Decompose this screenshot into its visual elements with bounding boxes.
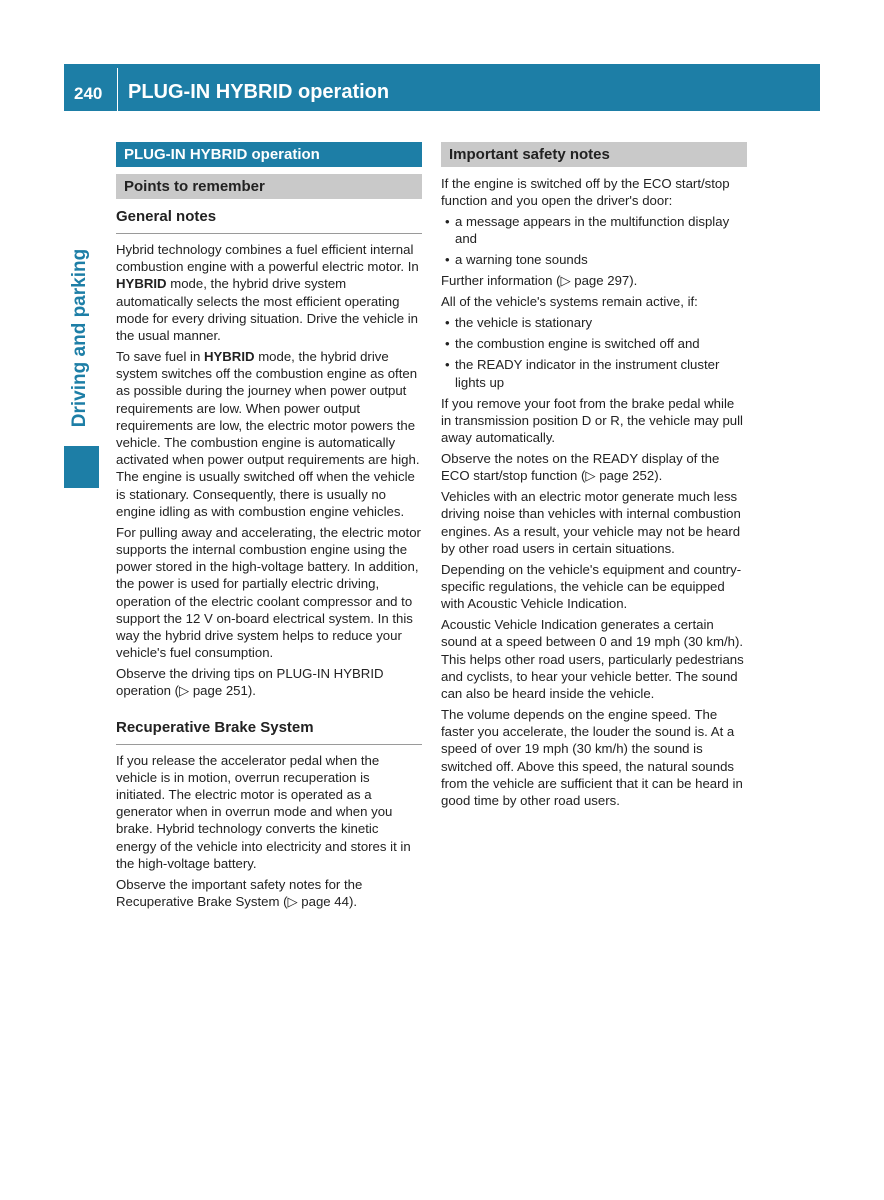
paragraph: For pulling away and accelerating, the electric motor supports the internal combustion engine using the power stored in the high-voltage battery. In addition, the power is used for partially electric driving, operation of the electric coolant compressor and to support the 12 V on-board electrical system. In this way the hybrid drive system helps to reduce your vehicle's fuel consumption.	[116, 524, 421, 661]
header-divider	[117, 68, 118, 111]
section-title: PLUG-IN HYBRID operation	[116, 142, 422, 167]
right-column	[441, 142, 747, 813]
list-item: • the vehicle is stationary	[441, 314, 747, 331]
general-notes-heading: General notes	[116, 207, 422, 234]
page-number: 240	[74, 84, 103, 103]
paragraph: The volume depends on the engine speed. The faster you accelerate, the louder the sound is. At a speed of over 19 mph (30 km/h) the sound is switched off. Above this speed, the natural sounds from the vehicle are sufficient that it can be heard in good time by other road users.	[441, 707, 743, 809]
side-thumb-tab	[64, 446, 99, 488]
list-item: • the READY indicator in the instrument cluster lights up	[441, 356, 747, 390]
bullet-list	[441, 314, 747, 390]
paragraph-page-reference: Observe the driving tips on PLUG-IN HYBRID operation (▷ page 251).	[116, 666, 384, 699]
paragraph: If the engine is switched off by the ECO start/stop function and you open the driver's door:	[441, 176, 730, 209]
list-item: • a message appears in the multifunction display and	[441, 213, 747, 247]
left-column	[116, 142, 422, 914]
paragraph: Hybrid technology combines a fuel efficient internal combustion engine with a powerful electric motor. In HYBRID mode, the hybrid drive system automatically selects the most efficient operating mode for every driving situation. Drive the vehicle in the usual manner.	[116, 242, 419, 344]
list-item: • a warning tone sounds	[441, 251, 747, 268]
paragraph: Vehicles with an electric motor generate much less driving noise than vehicles with internal combustion engines. As a result, your vehicle may not be heard by other road users in certain situations.	[441, 489, 741, 556]
paragraph: If you release the accelerator pedal when the vehicle is in motion, overrun recuperation is initiated. The electric motor is operated as a generator when in overrun mode and when you brake. Hybrid technology converts the kinetic energy of the vehicle into electricity and stores it in the high-voltage battery.	[116, 752, 411, 871]
paragraph: Depending on the vehicle's equipment and country-specific regulations, the vehicle can be equipped with Acoustic Vehicle Indication.	[441, 561, 742, 612]
paragraph: If you remove your foot from the brake pedal while in transmission position D or R, the vehicle may pull away automatically.	[441, 395, 743, 446]
paragraph: To save fuel in HYBRID mode, the hybrid drive system switches off the combustion engine as often as possible during the journey when power output requirements are low. When power output requirements are low, the electric motor powers the vehicle. The combustion engine is automatically activated when power output requirements are high. The engine is usually switched off when the vehicle is stationary. Consequently, there is usually no engine idling as with combustion engine vehicles.	[116, 349, 420, 519]
paragraph-page-reference: Observe the important safety notes for the Recuperative Brake System (▷ page 44).	[116, 876, 363, 910]
paragraph-page-reference: Observe the notes on the READY display of the ECO start/stop function (▷ page 252).	[441, 451, 720, 484]
page-header	[64, 64, 820, 111]
recuperative-brake-heading: Recuperative Brake System	[116, 718, 422, 745]
bullet-list	[441, 213, 747, 268]
paragraph-page-reference: Further information (▷ page 297).	[441, 273, 638, 289]
header-title: PLUG-IN HYBRID operation	[128, 81, 390, 103]
points-to-remember-title: Points to remember	[116, 174, 422, 199]
side-section-text: Driving and parking	[69, 248, 90, 428]
paragraph: Acoustic Vehicle Indication generates a certain sound at a speed between 0 and 19 mph (30 km/h). This helps other road users, particularly pedestrians and cyclists, to hear your vehicle better. The sound can also be heard inside the vehicle.	[441, 617, 744, 702]
paragraph: All of the vehicle's systems remain active, if:	[441, 294, 698, 310]
list-item: • the combustion engine is switched off and	[441, 335, 747, 352]
safety-notes-title: Important safety notes	[441, 142, 747, 167]
